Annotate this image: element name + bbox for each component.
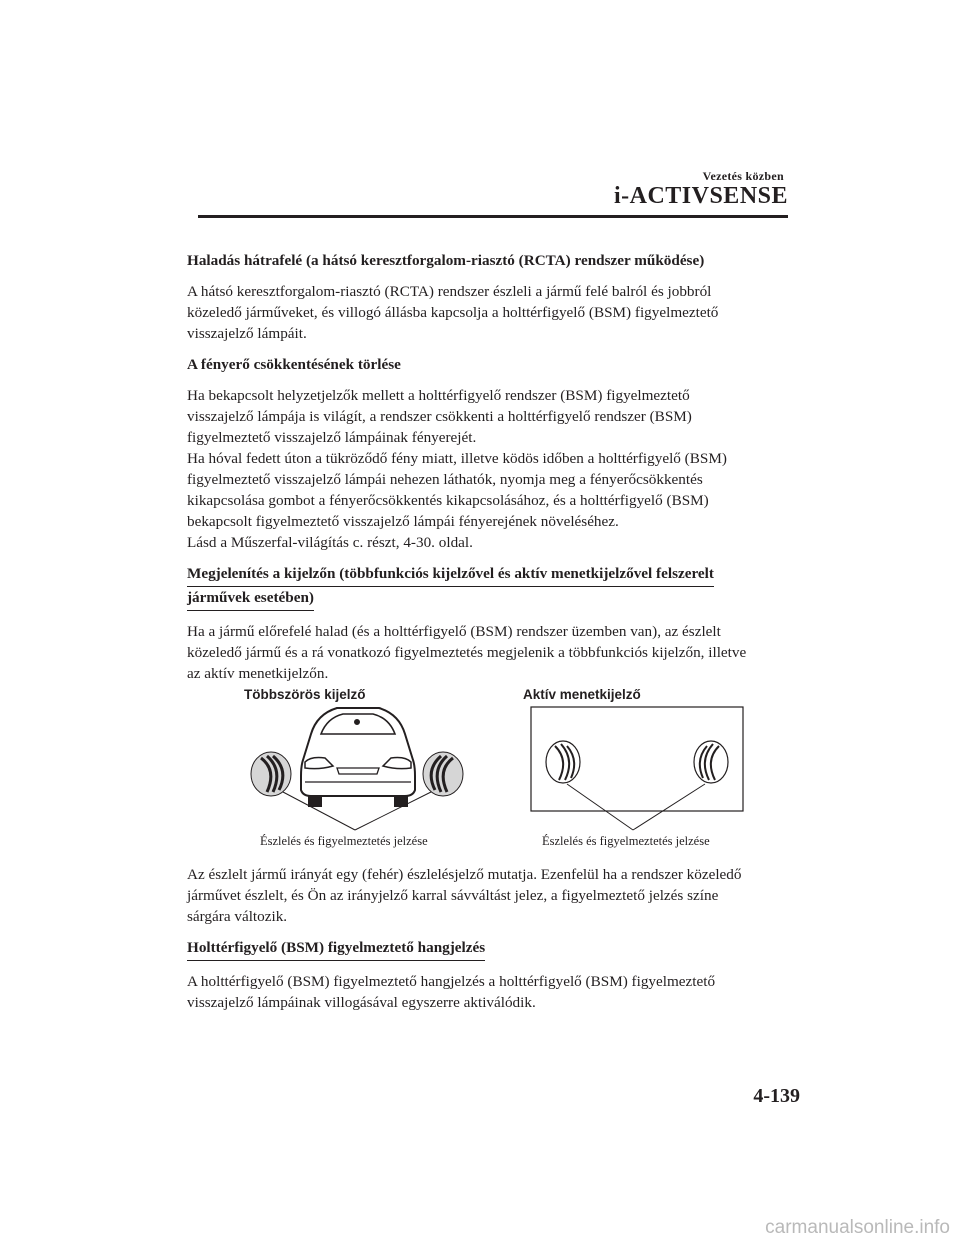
right-caption: Észlelés és figyelmeztetés jelzése — [542, 834, 710, 848]
direction-paragraph: Az észlelt jármű irányát egy (fehér) észlelésjelző mutatja. Ezenfelül ha a rendszer közeledő járművet észlelt, és Ön az irányjelző karral sávváltást jelez, a figyelmeztető jelzés színe sárgára változik. — [187, 866, 742, 925]
display-paragraph: Ha a jármű előrefelé halad (és a holttérfigyelő (BSM) rendszer üzemben van), az észlelt közeledő jármű és a rá vonatkozó figyelmeztetés megjelenik a többfunkciós kijelzőn, illetve az aktív menetkijelzőn. — [187, 623, 747, 682]
left-callout-lines — [283, 792, 431, 830]
rcta-heading: Haladás hátrafelé (a hátsó keresztforgalom-riasztó (RCTA) rendszer működése) — [187, 252, 705, 269]
multi-display-label: Többszörös kijelző — [244, 687, 366, 702]
left-detection-icon — [251, 752, 291, 796]
dimmer-heading: A fényerő csökkentésének törlése — [187, 356, 401, 373]
car-rear-icon — [301, 708, 415, 806]
beep-paragraph: A holttérfigyelő (BSM) figyelmeztető hangjelzés a holttérfigyelő (BSM) figyelmeztető visszajelző lámpáinak villogásával egyszerre aktiválódik. — [187, 973, 716, 1011]
page-content — [187, 250, 772, 1023]
bsm-display-figure — [187, 687, 772, 856]
left-caption: Észlelés és figyelmeztetés jelzése — [260, 834, 428, 848]
right-callout-lines — [567, 784, 705, 830]
display-heading: Megjelenítés a kijelzőn (többfunkciós kijelzővel és aktív menetkijelzővel felszerelt járművek esetében) — [187, 563, 772, 621]
watermark: carmanualsonline.info — [765, 1217, 950, 1238]
header-section: Vezetés közben — [702, 169, 784, 183]
page-number: 4-139 — [753, 1085, 800, 1107]
active-display-label: Aktív menetkijelző — [523, 687, 641, 702]
rcta-paragraph: A hátsó keresztforgalom-riasztó (RCTA) rendszer észleli a jármű felé balról és jobbról közeledő járműveket, és villogó állásba kapcsolja a holttérfigyelő (BSM) figyelmeztető visszajelző lámpáit. — [187, 283, 719, 342]
ad-left-detection-icon — [546, 741, 580, 783]
dimmer-paragraph: Ha bekapcsolt helyzetjelzők mellett a holttérfigyelő rendszer (BSM) figyelmeztető visszajelző lámpája is világít, a rendszer csökkenti a holttérfigyelő rendszer (BSM) figyelmeztető visszajelző lámpáinak fényerejét. Ha hóval fedett úton a tükröződő fény miatt, illetve ködös időben a holttérfigyelő (BSM) figyelmeztető visszajelző lámpái nehezen láthatók, nyomja meg a fényerőcsökkentés kikapcsolása gombot a fényerőcsökkentés kikapcsolásához, és a holttérfigyelő (BSM) bekapcsolt figyelmeztető visszajelző lámpái fényerejének növeléséhez. Lásd a Műszerfal-világítás c. részt, 4-30. oldal. — [187, 387, 727, 551]
ad-right-detection-icon — [694, 741, 728, 783]
beep-heading: Holttérfigyelő (BSM) figyelmeztető hangjelzés — [187, 937, 485, 961]
header-title: i-ACTIVSENSE — [613, 183, 788, 209]
right-detection-icon — [423, 752, 463, 796]
header-rule — [198, 215, 788, 218]
